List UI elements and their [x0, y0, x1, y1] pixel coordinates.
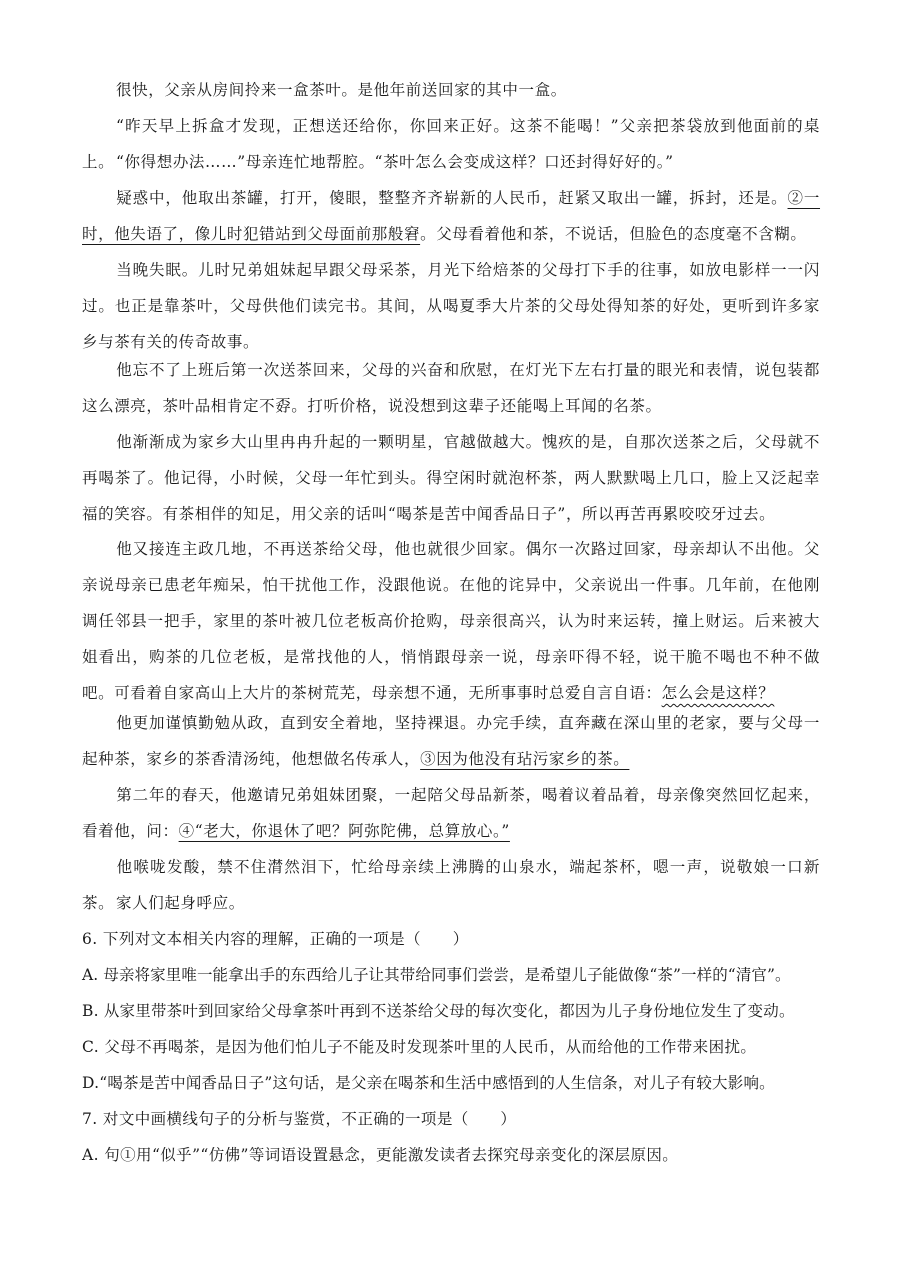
- question-6-option-c[interactable]: C. 父母不再喝茶，是因为他们怕儿子不能及时发现茶叶里的人民币，从而给他的工作带来困扰。: [82, 1038, 757, 1056]
- passage-paragraph: 疑惑中，他取出茶罐，打开，傻眼，整整齐齐崭新的人民币，赶紧又取出一罐，拆封，还是。②一时，他失语了，像儿时犯错站到父母面前那般窘。父母看着他和茶，不说话，但脸色的态度毫不含糊。: [82, 189, 821, 243]
- passage-paragraph: 他又接连主政几地，不再送茶给父母，他也就很少回家。偶尔一次路过回家，母亲却认不出他。父亲说母亲已患老年痴呆，怕干扰他工作，没跟他说。在他的诧异中，父亲说出一件事。几年前，在他刚调任邻县一把手，家里的茶叶被几位老板高价抢购，母亲很高兴，认为时来运转，撞上财运。后来被大姐看出，购茶的几位老板，是常找他的人，悄悄跟母亲一说，母亲吓得不轻，说干脆不喝也不种不做吧。可看着自家高山上大片的茶树荒芜，母亲想不通，无所事事时总爱自言自语：怎么会是这样？: [82, 540, 820, 702]
- underlined-sentence-2: ②一时，他失语了，像儿时犯错站到父母面前那般窘: [82, 189, 821, 243]
- underlined-sentence-3: ③因为他没有玷污家乡的茶。: [420, 750, 630, 768]
- question-6-option-d[interactable]: D.“喝茶是苦中闻香品日子”这句话，是父亲在喝茶和生活中感悟到的人生信条，对儿子有较大影响。: [82, 1074, 775, 1092]
- passage-paragraph: 当晚失眠。儿时兄弟姐妹起早跟父母采茶，月光下给焙茶的父母打下手的往事，如放电影样一一闪过。也正是靠茶叶，父母供他们读完书。其间，从喝夏季大片茶的父母处得知茶的好处，更听到许多家乡与茶有关的传奇故事。: [82, 261, 820, 351]
- passage-paragraph: “你得想办法……”母亲连忙地帮腔。“茶叶怎么会变成这样？口还封得好好的。”: [116, 153, 674, 171]
- passage-paragraph: 他忘不了上班后第一次送茶回来，父母的兴奋和欣慰，在灯光下左右打量的眼光和表情，说包装都这么漂亮，茶叶品相肯定不孬。打听价格，说没想到这辈子还能喝上耳闻的名茶。: [82, 361, 820, 415]
- passage-paragraph: 他更加谨慎勤勉从政，直到安全着地，坚持裸退。办完手续，直奔藏在深山里的老家，要与父母一起种茶，家乡的茶香清汤纯，他想做名传承人，③因为他没有玷污家乡的茶。: [82, 714, 820, 768]
- passage-paragraph: 很快，父亲从房间拎来一盒茶叶。是他年前送回家的其中一盒。: [116, 81, 567, 99]
- question-7-option-a[interactable]: A. 句①用“似乎”“仿佛”等词语设置悬念，更能激发读者去探究母亲变化的深层原因。: [82, 1146, 679, 1164]
- passage-paragraph: 他渐渐成为家乡大山里冉冉升起的一颗明星，官越做越大。愧疚的是，自那次送茶之后，父母就不再喝茶了。他记得，小时候，父母一年忙到头。得空闲时就泡杯茶，两人默默喝上几口，脸上又泛起幸福的笑容。有茶相伴的知足，用父亲的话叫“喝茶是苦中闻香品日子”，所以再苦再累咬咬牙过去。: [82, 433, 820, 523]
- passage-paragraph: “昨天早上拆盒才发现，正想送还给你，你回来正好。这茶不能喝！”父亲把茶袋放到他面前的桌上。: [82, 117, 820, 171]
- underlined-sentence-4: ④“老大，你退休了吧？阿弥陀佛，总算放心。”: [178, 822, 510, 840]
- question-6-stem: 6. 下列对文本相关内容的理解，正确的一项是（ ）: [82, 930, 469, 948]
- passage-paragraph: 第二年的春天，他邀请兄弟姐妹团聚，一起陪父母品新茶，喝着议着品着，母亲像突然回忆起来，看着他，问：④“老大，你退休了吧？阿弥陀佛，总算放心。”: [82, 786, 820, 840]
- question-6-option-b[interactable]: B. 从家里带茶叶到回家给父母拿茶叶再到不送茶给父母的每次变化，都因为儿子身份地位发生了变动。: [82, 1002, 795, 1020]
- passage-paragraph: 他喉咙发酸，禁不住潸然泪下，忙给母亲续上沸腾的山泉水，端起茶杯，嗯一声，说敬娘一口新茶。: [82, 858, 820, 912]
- question-7-stem: 7. 对文中画横线句子的分析与鉴赏，不正确的一项是（ ）: [82, 1110, 517, 1128]
- passage-paragraph: 家人们起身呼应。: [116, 894, 245, 912]
- wavy-underlined-phrase: 怎么会是这样？: [661, 684, 775, 702]
- question-6-option-a[interactable]: A. 母亲将家里唯一能拿出手的东西给儿子让其带给同事们尝尝，是希望儿子能做像“茶”一样的“清官”。: [82, 966, 791, 984]
